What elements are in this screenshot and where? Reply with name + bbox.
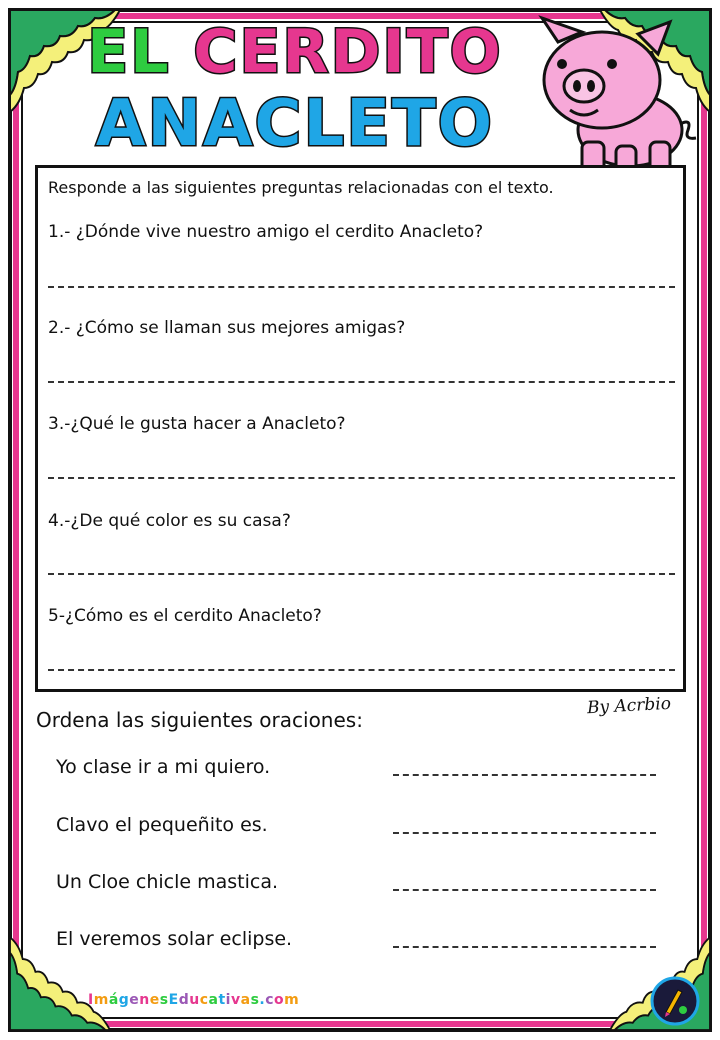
footer-letter: c (199, 992, 209, 1008)
footer-letter: t (218, 992, 226, 1008)
sentence-answer-line-2[interactable] (393, 832, 656, 834)
sentence-answer-line-3[interactable] (393, 889, 656, 891)
footer-letter: I (88, 992, 94, 1008)
footer-letter: o (274, 992, 285, 1008)
footer-letter: a (240, 992, 251, 1008)
footer-letter: n (139, 992, 150, 1008)
footer-letter: v (230, 992, 241, 1008)
sentence-answer-line-1[interactable] (393, 774, 656, 776)
footer-letter: s (159, 992, 169, 1008)
pig-illustration-icon (520, 12, 700, 182)
footer-letter: u (189, 992, 200, 1008)
footer-letter: i (225, 992, 231, 1008)
question-2: 2.- ¿Cómo se llaman sus mejores amigas? (48, 318, 406, 338)
title-line-2: ANACLETO (95, 87, 495, 161)
answer-line-3[interactable] (48, 477, 675, 479)
footer-letter: c (265, 992, 275, 1008)
question-5: 5-¿Cómo es el cerdito Anacleto? (48, 606, 322, 626)
question-3: 3.-¿Qué le gusta hacer a Anacleto? (48, 414, 346, 434)
answer-line-2[interactable] (48, 381, 675, 383)
footer-letter: m (93, 992, 109, 1008)
footer-letter: s (250, 992, 260, 1008)
footer-letter: E (168, 992, 179, 1008)
footer-letter: e (149, 992, 160, 1008)
footer-letter: á (108, 992, 119, 1008)
footer-letter: g (118, 992, 130, 1008)
sentence-1: Yo clase ir a mi quiero. (56, 756, 271, 778)
footer-site-link[interactable] (88, 992, 299, 1008)
title-line-1 (0, 17, 590, 87)
footer-letter: a (208, 992, 219, 1008)
title-word-el: EL (87, 17, 171, 87)
footer-letter: . (259, 992, 266, 1008)
footer-letter: e (129, 992, 140, 1008)
footer-letter: m (284, 992, 300, 1008)
footer-letter: d (178, 992, 190, 1008)
answer-line-5[interactable] (48, 669, 675, 671)
sentence-answer-line-4[interactable] (393, 946, 656, 948)
answer-line-1[interactable] (48, 286, 675, 288)
answer-line-4[interactable] (48, 573, 675, 575)
sentence-4: El veremos solar eclipse. (56, 928, 293, 950)
questions-intro: Responde a las siguientes preguntas relacionadas con el texto. (48, 178, 554, 197)
order-section-title: Ordena las siguientes oraciones: (36, 708, 363, 732)
question-1: 1.- ¿Dónde vive nuestro amigo el cerdito Anacleto? (48, 222, 484, 242)
sentence-2: Clavo el pequeñito es. (56, 814, 268, 836)
signature: By Acrbio (586, 693, 672, 719)
imagenes-educativas-badge-icon (650, 976, 700, 1026)
questions-box (35, 165, 686, 692)
question-4: 4.-¿De qué color es su casa? (48, 511, 291, 531)
title-word-cerdito: CERDITO (193, 17, 503, 87)
sentence-3: Un Cloe chicle mastica. (56, 871, 279, 893)
